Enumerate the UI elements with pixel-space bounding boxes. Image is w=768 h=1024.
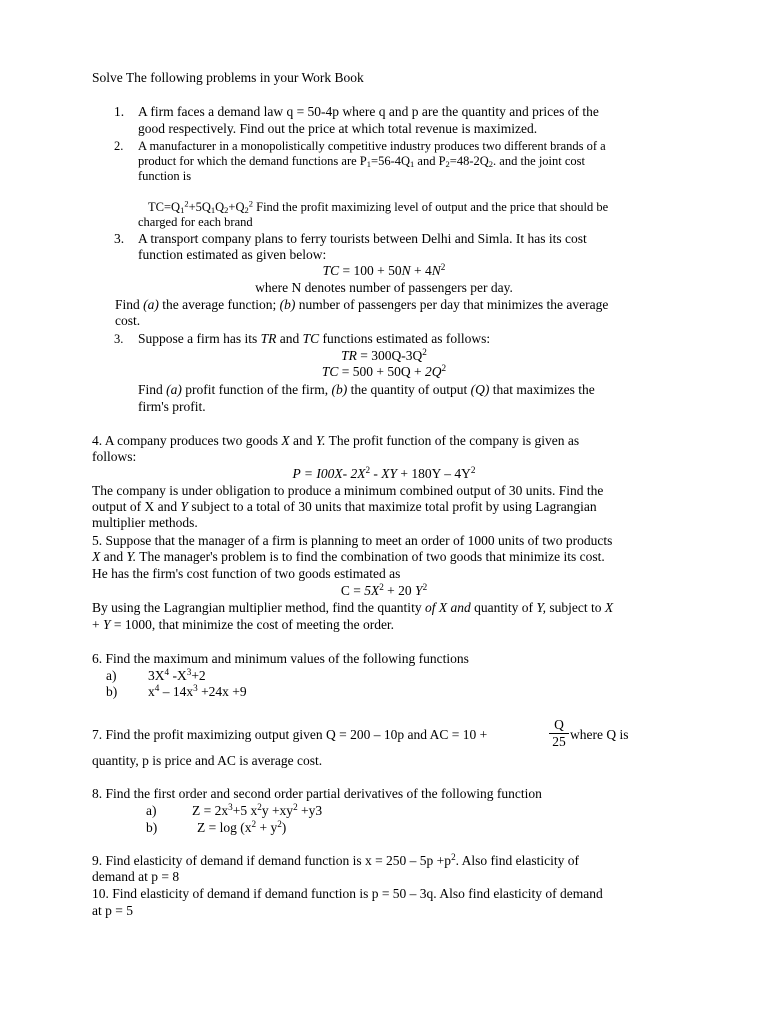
p9-line-1: 9. Find elasticity of demand if demand function is $x = 250 - 5p +p^2$. Also find elasticity of	[92, 851, 580, 868]
p6-b-label: b)	[106, 684, 118, 699]
p2-line-5: charged for each brand	[138, 215, 253, 229]
p4-line-2: follows:	[92, 449, 137, 464]
p8-b-function: $Z = \log (x^2 + y^2)$	[197, 818, 287, 835]
p7-line-1b: where Q is	[570, 727, 629, 742]
p3b-number: 3.	[114, 332, 124, 346]
p4-line-3: The company is under obligation to produce a minimum combined output of 30 units. Find the	[92, 483, 604, 498]
p8-a-label: a)	[146, 803, 157, 818]
p10-line-2: at p = 5	[92, 903, 133, 918]
p3-line-5: cost.	[115, 313, 141, 328]
p6-b-function: $x^4 - 14x^3 +24x +9$	[148, 682, 247, 699]
p4-line-1: 4. A company produces two goods X and Y. The profit function of the company is given as	[92, 433, 580, 448]
p1-number: 1.	[114, 104, 125, 119]
heading: Solve The following problems in your Work Book	[92, 70, 364, 85]
p3b-tc-equation: TC = $500 + 50Q + 2Q^2$	[321, 362, 447, 379]
p8-a-function: $Z = 2x^3+5$ $x^2y +xy^2 +y3$	[192, 801, 323, 818]
p3-line-2: function estimated as given below:	[138, 247, 327, 262]
p4-profit-equation: P = I00X- $2X^2$ - XY + $180Y - 4Y^2$	[292, 464, 476, 481]
p3b-line-1: Suppose a firm has its TR and TC functions estimated as follows:	[138, 331, 491, 346]
p7-fraction-denominator: 25	[552, 734, 566, 749]
p2-number: 2.	[114, 139, 124, 153]
p5-line-1: 5. Suppose that the manager of a firm is planning to meet an order of 1000 units of two products	[92, 533, 613, 548]
p3-number: 3.	[114, 231, 125, 246]
p5-line-3: He has the firm's cost function of two goods estimated as	[92, 566, 401, 581]
p4-line-5: multiplier methods.	[92, 515, 198, 530]
p8-b-label: b)	[146, 820, 158, 835]
p3b-line-3: firm's profit.	[138, 399, 206, 414]
p2-line-2: product for which the demand functions are $P_1=56-4Q_1$ and $P_2=48-2Q_2$. and the joint cost	[138, 154, 586, 170]
p3-line-1: A transport company plans to ferry tourists between Delhi and Simla. It has its cost	[138, 231, 587, 246]
p7-line-1: 7. Find the profit maximizing output given Q = 200 – 10p and AC = 10 +	[92, 727, 488, 742]
p5-line-2: X and Y. The manager's problem is to find the combination of two goods that minimize its cost.	[92, 549, 605, 564]
p3-equation: TC = $100 + 50N + 4N^2$	[322, 261, 446, 278]
p2-line-3: function is	[138, 169, 192, 183]
p7-fraction-numerator: Q	[549, 717, 569, 734]
p6-a-label: a)	[106, 668, 117, 683]
p6-a-function: $3X^4$ $-X^3+2$	[148, 666, 206, 683]
p2-line-1: A manufacturer in a monopolistically competitive industry produces two different brands of a	[138, 139, 606, 153]
p6-line-1: 6. Find the maximum and minimum values of the following functions	[92, 651, 469, 666]
p3b-tr-equation: TR = $300Q-3Q^2$	[341, 346, 427, 363]
p2-cost-function: $TC=Q_1^2+5Q_1Q_2+Q_2^2$ Find the profit maximizing level of output and the price that should be	[148, 198, 609, 216]
p5-line-4: By using the Lagrangian multiplier method, find the quantity of X and quantity of Y, subject to X	[92, 600, 614, 615]
p5-line-5: + Y = 1000, that minimize the cost of meeting the order.	[92, 617, 395, 632]
p7-fraction	[549, 717, 569, 750]
p1-line-1: A firm faces a demand law q = 50-4p where q and p are the quantity and prices of the	[138, 104, 599, 119]
p3-line-4: Find (a) the average function; (b) number of passengers per day that minimizes the average	[115, 297, 609, 312]
p3-line-3: where N denotes number of passengers per day.	[255, 280, 513, 295]
p9-line-2: demand at p = 8	[92, 869, 180, 884]
p3b-line-2: Find (a) profit function of the firm, (b) the quantity of output (Q) that maximizes the	[138, 382, 595, 397]
p1-line-2: good respectively. Find out the price at which total revenue is maximized.	[138, 121, 538, 136]
p7-line-2: quantity, p is price and AC is average cost.	[92, 753, 323, 768]
p5-cost-equation: $C = 5X^2 + 20$ $Y^2$	[340, 581, 428, 598]
p4-line-4: output of X and Y subject to a total of 30 units that maximize total profit by using Lagrangian	[92, 499, 597, 514]
p10-line-1: 10. Find elasticity of demand if demand function is p = 50 – 3q. Also find elasticity of demand	[92, 886, 603, 901]
p8-line-1: 8. Find the first order and second order partial derivatives of the following function	[92, 786, 542, 801]
